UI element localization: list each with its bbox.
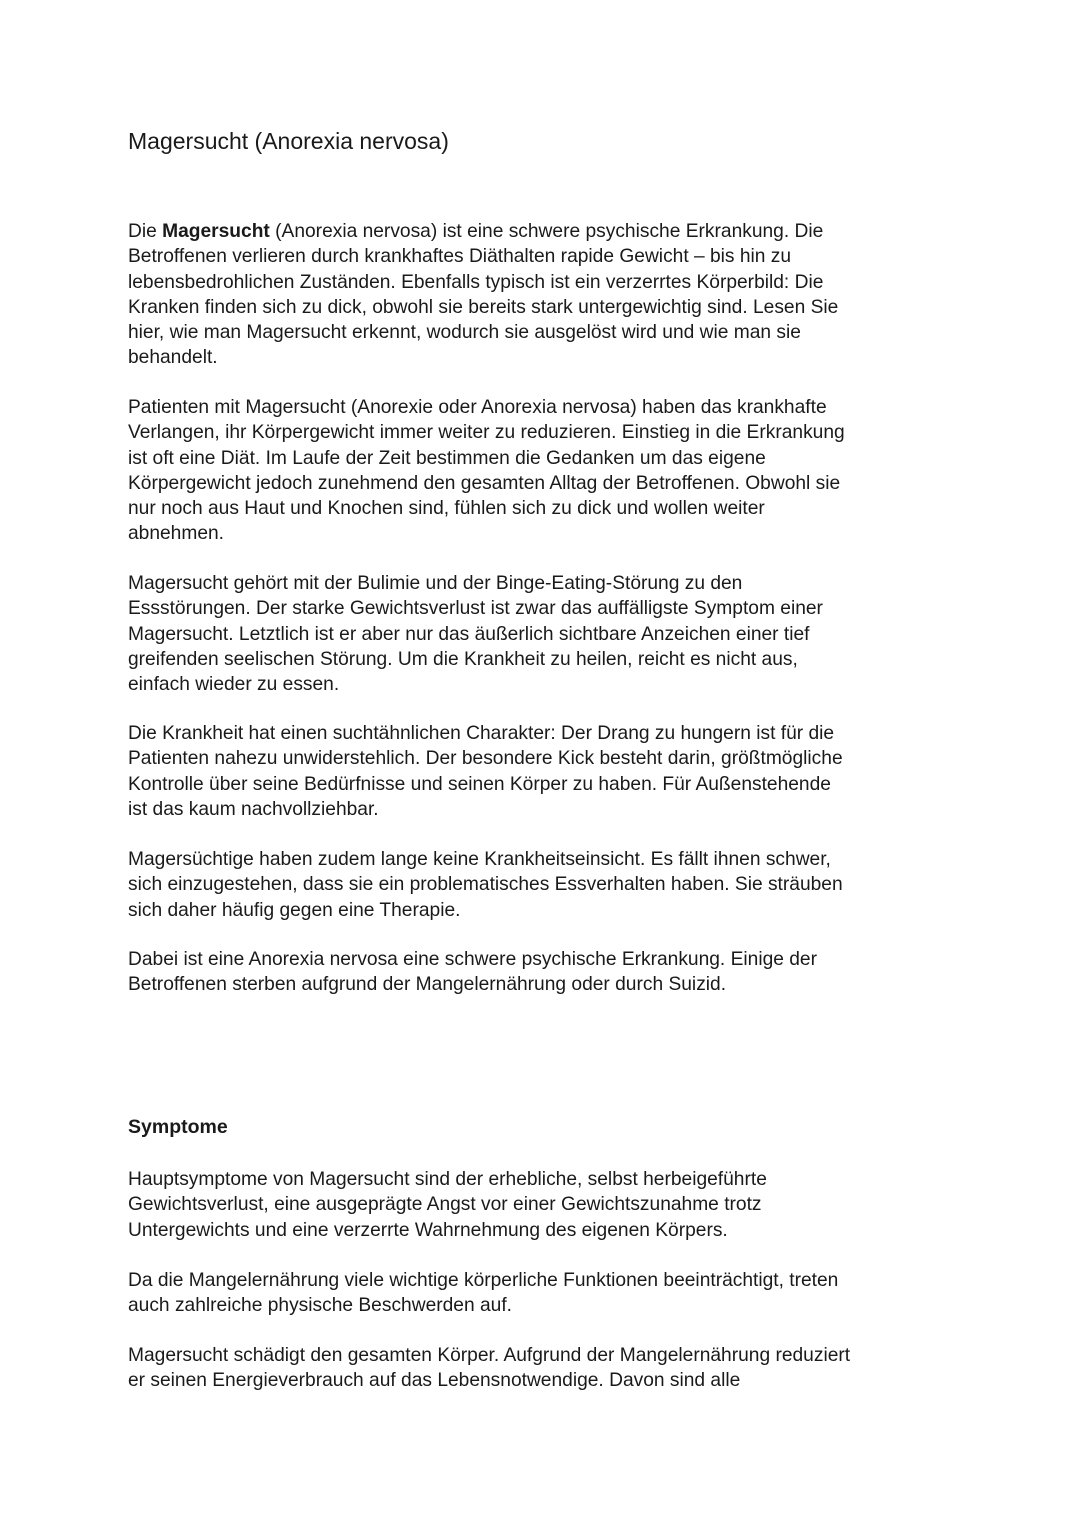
- paragraph-line: Magersucht. Letztlich ist er aber nur das äußerlich sichtbare Anzeichen einer tief: [128, 623, 810, 645]
- paragraph-line: abnehmen.: [128, 523, 225, 545]
- paragraph-line: hier, wie man Magersucht erkennt, wodurch sie ausgelöst wird und wie man sie: [128, 322, 801, 344]
- paragraph-line: Betroffenen verlieren durch krankhaftes Diäthalten rapide Gewicht – bis hin zu: [128, 246, 792, 268]
- paragraph-line: ist das kaum nachvollziehbar.: [128, 798, 379, 820]
- paragraph-line: Patienten mit Magersucht (Anorexie oder Anorexia nervosa) haben das krankhafte: [128, 397, 827, 418]
- paragraph-line: lebensbedrohlichen Zuständen. Ebenfalls typisch ist ein verzerrtes Körperbild: Die: [128, 271, 824, 293]
- paragraph-line: Magersüchtige haben zudem lange keine Krankheitseinsicht. Es fällt ihnen schwer,: [128, 849, 831, 870]
- paragraph-line: sich einzugestehen, dass sie ein problematisches Essverhalten haben. Sie sträuben: [128, 874, 843, 896]
- paragraph-line: ist oft eine Diät. Im Laufe der Zeit bestimmen die Gedanken um das eigene: [128, 447, 766, 469]
- paragraph-line: Da die Mangelernährung viele wichtige körperliche Funktionen beeinträchtigt, treten: [128, 1270, 839, 1291]
- paragraph-line: einfach wieder zu essen.: [128, 674, 340, 696]
- paragraph-line: Patienten nahezu unwiderstehlich. Der besondere Kick besteht darin, größtmögliche: [128, 748, 843, 770]
- paragraph-line: Magersucht gehört mit der Bulimie und der Binge-Eating-Störung zu den: [128, 573, 743, 594]
- paragraph-line: Verlangen, ihr Körpergewicht immer weiter zu reduzieren. Einstieg in die Erkrankung: [128, 422, 845, 444]
- paragraph-line: er seinen Energieverbrauch auf das Lebensnotwendige. Davon sind alle: [128, 1370, 741, 1392]
- intro-line-0: (Anorexia nervosa) ist eine schwere psychische Erkrankung. Die: [269, 221, 824, 242]
- body-paragraph: [128, 721, 958, 822]
- symptoms-paragraph: [128, 1167, 958, 1243]
- paragraph-line: behandelt.: [128, 347, 218, 369]
- intro-lead: Die: [128, 221, 163, 242]
- symptoms-paragraph: [128, 1268, 958, 1319]
- symptoms-paragraph: [128, 1343, 958, 1394]
- paragraph-line: nur noch aus Haut und Knochen sind, fühlen sich zu dick und wollen weiter: [128, 498, 765, 520]
- body-paragraph: [128, 947, 958, 998]
- intro-paragraph: [128, 219, 958, 371]
- paragraph-line: Betroffenen sterben aufgrund der Mangelernährung oder durch Suizid.: [128, 974, 727, 996]
- paragraph-line: Die Krankheit hat einen suchtähnlichen Charakter: Der Drang zu hungern ist für die: [128, 723, 835, 744]
- paragraph-line: auch zahlreiche physische Beschwerden auf.: [128, 1295, 512, 1317]
- paragraph-line: [128, 219, 958, 244]
- paragraph-line: sich daher häufig gegen eine Therapie.: [128, 899, 461, 921]
- document-title: Magersucht (Anorexia nervosa): [128, 128, 449, 154]
- paragraph-line: Untergewichts und eine verzerrte Wahrnehmung des eigenen Körpers.: [128, 1219, 728, 1241]
- paragraph-line: Kontrolle über seine Bedürfnisse und seinen Körper zu haben. Für Außenstehende: [128, 773, 831, 795]
- paragraph-line: Essstörungen. Der starke Gewichtsverlust ist zwar das auffälligste Symptom einer: [128, 598, 823, 620]
- paragraph-line: greifenden seelischen Störung. Um die Krankheit zu heilen, reicht es nicht aus,: [128, 648, 798, 670]
- intro-bold-term: Magersucht: [162, 221, 270, 242]
- body-paragraph: [128, 847, 958, 923]
- body-paragraph: [128, 571, 958, 697]
- symptoms-heading: Symptome: [128, 1116, 228, 1138]
- paragraph-line: Kranken finden sich zu dick, obwohl sie bereits stark untergewichtig sind. Lesen Sie: [128, 296, 839, 318]
- paragraph-line: Hauptsymptome von Magersucht sind der erhebliche, selbst herbeigeführte: [128, 1169, 767, 1190]
- paragraph-line: Gewichtsverlust, eine ausgeprägte Angst vor einer Gewichtszunahme trotz: [128, 1194, 762, 1216]
- paragraph-line: Körpergewicht jedoch zunehmend den gesamten Alltag der Betroffenen. Obwohl sie: [128, 472, 841, 494]
- paragraph-line: Magersucht schädigt den gesamten Körper. Aufgrund der Mangelernährung reduziert: [128, 1345, 851, 1366]
- body-paragraph: [128, 395, 958, 547]
- paragraph-line: Dabei ist eine Anorexia nervosa eine schwere psychische Erkrankung. Einige der: [128, 949, 817, 970]
